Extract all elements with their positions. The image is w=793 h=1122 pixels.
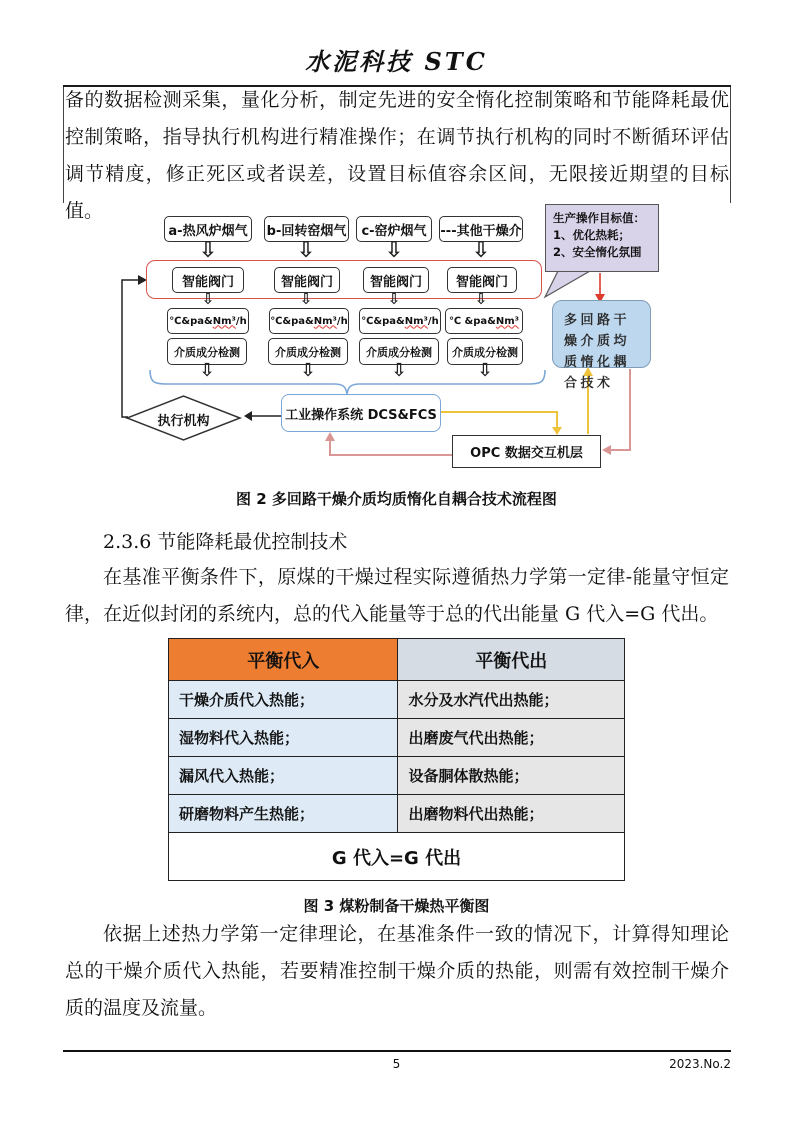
sensor-box-3: ℃&pa& Nm³ /h xyxy=(359,308,441,334)
block-arrow-down-icon: ⇩ xyxy=(201,290,215,308)
yellow-arrowhead-down xyxy=(552,427,562,435)
header-balance-in: 平衡代入 xyxy=(169,639,398,681)
right-margin-line xyxy=(730,87,731,203)
paragraph-3: 依据上述热力学第一定律理论，在基准条件一致的情况下，计算得知理论总的干燥介质代入热能，若要精准控制干燥介质的热能，则需有效控制干燥介质的温度及流量。 xyxy=(65,923,729,1019)
callout-item-2: 2、安全惰化氛围 xyxy=(553,245,642,259)
footer-rule xyxy=(63,1050,731,1052)
block-arrow-down-icon: ⇩ xyxy=(391,360,407,381)
block-arrow-down-icon: ⇩ xyxy=(300,360,316,381)
cell-out-1: 水分及水汽代出热能； xyxy=(398,681,625,719)
block-arrow-down-icon: ⇩ xyxy=(199,360,215,381)
sensor-box-1: ℃&pa& Nm³ /h xyxy=(167,308,249,334)
sensor-box-4: ℃ &pa& Nm³ xyxy=(445,308,523,334)
balance-equation: G 代入=G 代出 xyxy=(169,833,625,881)
callout-tail xyxy=(545,271,590,297)
block-arrow-down-icon: ⇩ xyxy=(474,290,488,308)
journal-title: 水泥科技 STC xyxy=(305,47,488,76)
table-row xyxy=(169,681,625,719)
cell-out-2: 出磨废气代出热能； xyxy=(398,719,625,757)
source-box-3: c-窑炉烟气 xyxy=(356,216,432,242)
detector-box-1: 介质成分检测 xyxy=(167,338,247,365)
block-arrow-down-icon: ⇩ xyxy=(384,238,404,263)
valve-box-2: 智能阀门 xyxy=(274,267,340,293)
block-arrow-down-icon: ⇩ xyxy=(299,290,313,308)
pink-arrowhead-up xyxy=(325,432,335,441)
coupling-technology-box: 多回路干燥介质均质惰化耦合技术 xyxy=(552,300,651,368)
valve-box-4: 智能阀门 xyxy=(447,267,517,293)
actuator-diamond-label: 执行机构 xyxy=(157,414,210,429)
page-number: 5 xyxy=(392,1057,401,1071)
paragraph-1: 备的数据检测采集，量化分析，制定先进的安全惰化控制策略和节能降耗最优控制策略，指导执行机构进行精准操作；在调节执行机构的同时不断循环评估调节精度，修正死区或者误差，设置目标值容余区间，无限接近期望的目标值。 xyxy=(65,89,729,222)
block-arrow-down-icon: ⇩ xyxy=(471,238,491,263)
table-header-row xyxy=(169,639,625,681)
opc-layer-box: OPC 数据交互机层 xyxy=(452,435,601,468)
cell-in-3: 漏风代入热能； xyxy=(169,757,398,795)
paragraph-2: 在基准平衡条件下，原煤的干燥过程实际遵循热力学第一定律-能量守恒定律，在近似封闭的系统内，总的代入能量等于总的代出能量 G 代入=G 代出。 xyxy=(65,566,729,625)
issue-number: 2023.No.2 xyxy=(669,1057,731,1071)
figure2-caption: 图 2 多回路干燥介质均质惰化自耦合技术流程图 xyxy=(236,490,557,508)
cell-in-2: 湿物料代入热能； xyxy=(169,719,398,757)
table-footer-row xyxy=(169,833,625,881)
block-arrow-down-icon: ⇩ xyxy=(387,290,401,308)
pink-arrowhead-left xyxy=(602,445,611,455)
cell-in-4: 研磨物料产生热能； xyxy=(169,795,398,833)
source-box-4: ---其他干燥介 xyxy=(439,216,523,242)
sensor-box-2: ℃&pa& Nm³ /h xyxy=(269,308,349,334)
left-margin-line xyxy=(63,87,64,203)
cell-out-3: 设备胴体散热能； xyxy=(398,757,625,795)
figure2-flowchart xyxy=(0,200,793,485)
dcs-to-actuator-arrowhead xyxy=(244,411,252,421)
heat-balance-table xyxy=(168,638,625,881)
source-box-1: a-热风炉烟气 xyxy=(164,216,252,242)
source-box-2: b-回转窑烟气 xyxy=(264,216,349,242)
detector-box-4: 介质成分检测 xyxy=(447,338,523,365)
detector-box-3: 介质成分检测 xyxy=(359,338,439,365)
production-target-callout xyxy=(545,204,659,272)
block-arrow-down-icon: ⇩ xyxy=(296,238,316,263)
cell-out-4: 出磨物料代出热能； xyxy=(398,795,625,833)
valve-box-3: 智能阀门 xyxy=(363,267,429,293)
figure3-caption: 图 3 煤粉制备干燥热平衡图 xyxy=(303,897,490,915)
table-row xyxy=(169,757,625,795)
table-row xyxy=(169,795,625,833)
block-arrow-down-icon: ⇩ xyxy=(477,360,493,381)
detector-box-2: 介质成分检测 xyxy=(268,338,348,365)
block-arrow-down-icon: ⇩ xyxy=(198,238,218,263)
callout-title: 生产操作目标值： xyxy=(553,211,645,225)
cell-in-1: 干燥介质代入热能； xyxy=(169,681,398,719)
callout-item-1: 1、优化热耗； xyxy=(553,228,631,242)
header-balance-out: 平衡代出 xyxy=(398,639,625,681)
dcs-system-box: 工业操作系统 DCS&FCS xyxy=(281,394,441,432)
valve-box-1: 智能阀门 xyxy=(172,267,244,293)
table-row xyxy=(169,719,625,757)
section-heading: 2.3.6 节能降耗最优控制技术 xyxy=(103,531,348,553)
